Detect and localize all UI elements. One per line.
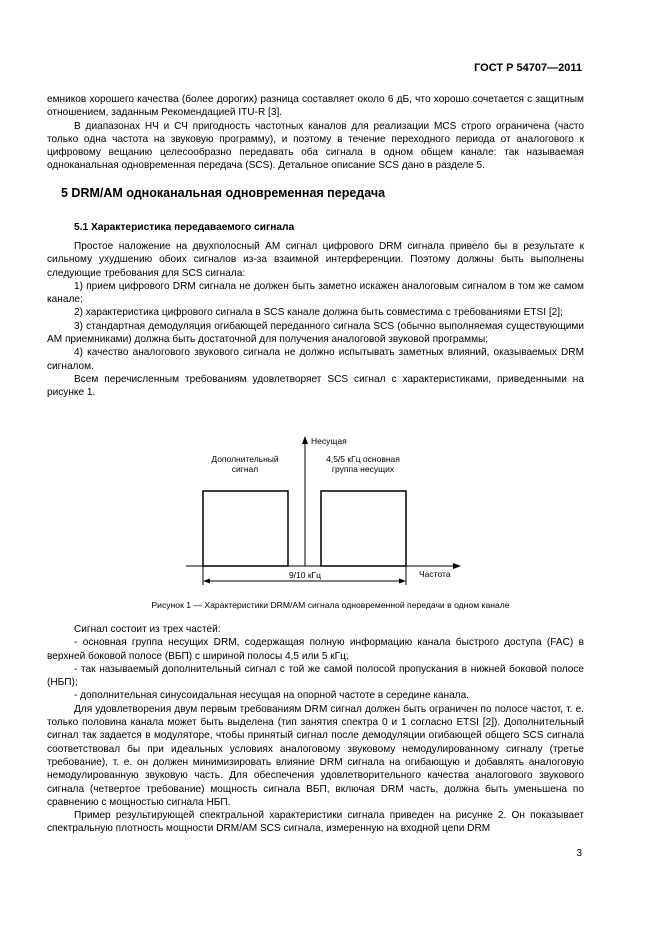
requirements-paragraph: Для удовлетворения двум первым требованиям DRM сигнал должен быть ограничен по полосе частот, т. е. только половина канала может быть выделена (тип занятия спектра 0 и 1 согласно ETSI [2]). Дополнительный сигнал так задается в модуляторе, чтобы принятый сигнал после демодуляции огибающей общего SCS сигнала соответствовал бы при идеальных условиях аналоговому звуковому немодулированному сигналу (третье требование), т. е. он должен минимизировать влияние DRM сигнала на огибающую и добавлять аналоговую немодулированную звуковую часть. Для обеспечения удовлетворительного качества аналогового звукового сигнала (четвертое требование) мощность сигнала ВБП, включая DRM часть, должна быть уменьшена по сравнению с мощностью сигнала НБП. [47, 703, 584, 808]
dimension-arrow-right-icon [399, 579, 406, 584]
section-paragraph-2: Всем перечисленным требованиям удовлетворяет SCS сигнал с характеристиками, приведенными на рисунке 1. [47, 373, 584, 399]
section-5-title: 5 DRM/AM одноканальная одновременная передача [61, 186, 386, 200]
page-number: 3 [576, 848, 582, 859]
frequency-axis-label: Частота [419, 569, 451, 579]
additional-signal-block [203, 491, 288, 566]
parts-intro: Сигнал состоит из трех частей: [74, 624, 221, 635]
additional-signal-label-line1: Дополнительный [211, 454, 279, 464]
additional-signal-label-line2: сигнал [231, 464, 259, 474]
part-bullet-1: - основная группа несущих DRM, содержащая полную информацию канала быстрого доступа (FAC) в верхней боковой полосе (ВБП) с шириной полосы 4,5 или 5 кГц; [47, 637, 584, 662]
requirement-2: 2) характеристика цифрового сигнала в SCS канале должна быть совместима с требованиями ETSI [2]; [74, 307, 563, 319]
part-bullet-2: - так называемый дополнительный сигнал с той же самой полосой пропускания в нижней боковой полосе (НБП); [47, 663, 584, 689]
main-carrier-label-line2: группа несущих [331, 464, 395, 474]
bandwidth-label: 9/10 кГц [288, 570, 322, 580]
requirement-4: 4) качество аналогового звукового сигнала не должно испытывать заметных влияний, оказываемых DRM сигналом. [47, 347, 584, 372]
carrier-arrow-icon [302, 436, 308, 444]
section-5-1-title: 5.1 Характеристика передаваемого сигнала [74, 222, 295, 233]
carrier-axis-label: Несущая [311, 436, 347, 446]
section-paragraph-1: Простое наложение на двухполосный АМ сигнал цифрового DRM сигнала привело бы в результате к сильному ухудшению обоих сигналов из-за взаимной интерференции. Поэтому должны быть выполнены следующие требования для SCS сигнала: [47, 241, 584, 279]
intro-paragraph-1: емников хорошего качества (более дорогих) разница составляет около 6 дБ, что хорошо сочетается с защитным отношением, заданным Рекомендацией ITU-R [3]. [47, 94, 584, 119]
main-carrier-group-block [321, 491, 406, 566]
requirement-3: 3) стандартная демодуляция огибающей переданного сигнала SCS (обычно выполняемая существующими АМ приемниками) должна быть достаточной для получения аналоговой звуковой программы; [47, 320, 584, 346]
part-bullet-3: - дополнительная синусоидальная несущая на опорной частоте в середине канала. [74, 690, 469, 702]
frequency-arrow-icon [453, 563, 461, 569]
body-after-figure [47, 623, 584, 836]
main-carrier-label-line1: 4,5/5 кГц основная [326, 454, 400, 464]
standard-header: ГОСТ Р 54707—2011 [474, 62, 582, 74]
figure-1-caption: Рисунок 1 — Характеристики DRM/AM сигнала одновременной передачи в одном канале [151, 600, 510, 610]
dimension-arrow-left-icon [203, 579, 210, 584]
example-paragraph: Пример результирующей спектральной характеристики сигнала приведен на рисунке 2. Он показывает спектральную плотность мощности DRM/AM SCS сигнала, измеренную на входной цепи DRM [47, 810, 584, 835]
intro-paragraph-2: В диапазонах НЧ и СЧ пригодность частотных каналов для реализации MCS строго ограничена (часто только одна частота на звуковую программу), и поэтому в течение переходного периода от аналогового к цифровому вещанию целесообразно передавать оба сигнала в одном общем канале: так называемая одноканальная одновременная передача (SCS). Детальное описание SCS дано в разделе 5. [47, 120, 584, 172]
requirement-1: 1) прием цифрового DRM сигнала не должен быть заметно искажен аналоговым сигналом в том же самом канале; [47, 280, 584, 306]
